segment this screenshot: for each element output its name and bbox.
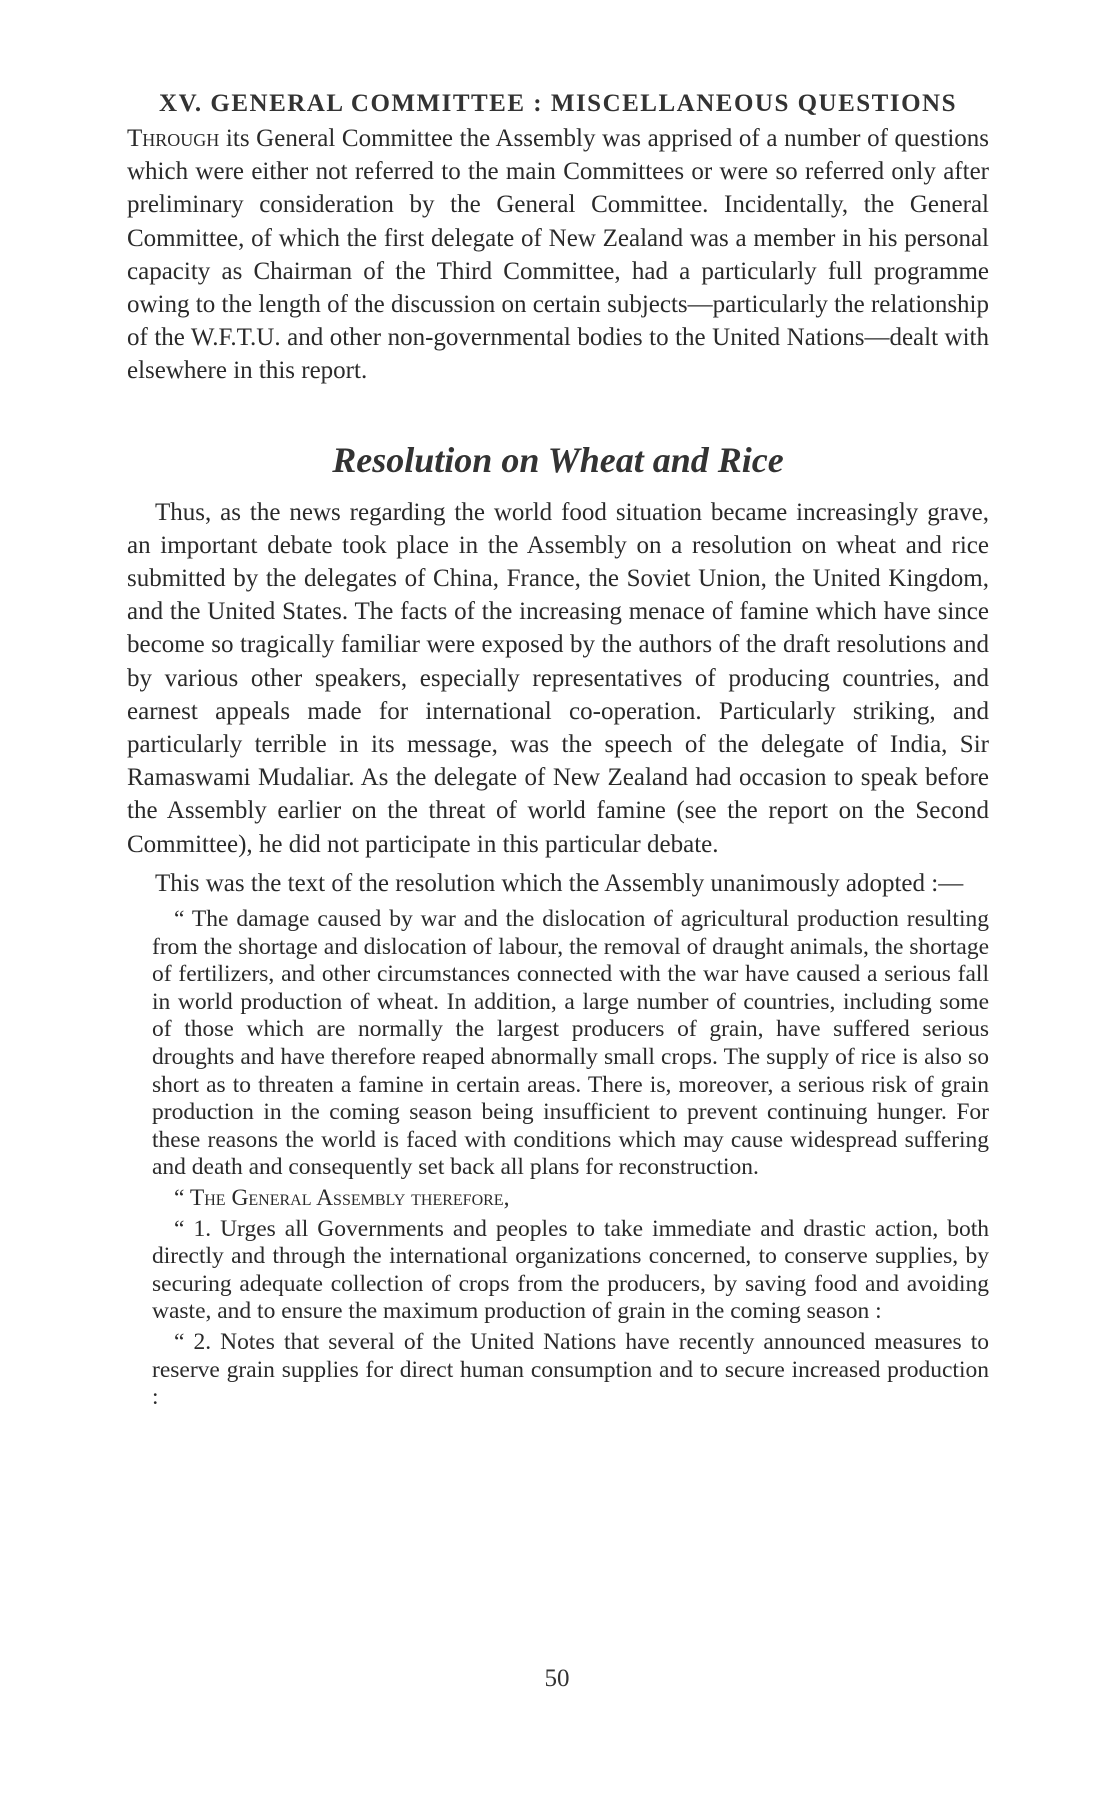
resolution-paragraph-2: This was the text of the resolution which the Assembly unanimously adopted :— xyxy=(155,869,964,897)
quote-clause-1: “ 1. Urges all Governments and peoples to take immediate and drastic action, both directly and through the international organizations concerned, to conserve supplies, by securing adequate collection of crops from the producers, by saving food and avoiding waste, and to ensure the maximum production of grain in the coming season : xyxy=(152,1215,989,1325)
quote-preamble: “ The damage caused by war and the dislocation of agricultural production resulting from the shortage and dislocation of labour, the removal of draught animals, the shortage of fertilizers, and other circumstances connected with the war have caused a serious fall in world production of wheat. In addition, a large number of countries, including some of those which are normally the largest producers of grain, have suffered serious droughts and have therefore reaped abnormally small crops. The supply of rice is also so short as to threaten a famine in certain areas. There is, moreover, a serious risk of grain production in the coming season being insufficient to prevent continuing hunger. For these reasons the world is faced with conditions which may cause widespread suffering and death and consequently set back all plans for reconstruction. xyxy=(152,906,989,1181)
quote-clause-2: “ 2. Notes that several of the United Nations have recently announced measures to reserve grain supplies for direct human consumption and to secure increased production : xyxy=(152,1328,989,1411)
resolution-paragraph-1: Thus, as the news regarding the world food situation became increasingly grave, an important debate took place in the Assembly on a resolution on wheat and rice submitted by the delegates of China, France, the Soviet Union, the United Kingdom, and the United States. The facts of the increasing menace of famine which have since become so tragically familiar were exposed by the authors of the draft resolutions and by various other speakers, especially representatives of producing countries, and earnest appeals made for international co-operation. Particularly striking, and particularly terrible in its message, was the speech of the delegate of India, Sir Ramaswami Mudaliar. As the delegate of New Zealand had occasion to speak before the Assembly earlier on the threat of world famine (see the report on the Second Committee), he did not participate in this particular debate. xyxy=(127,498,989,858)
intro-lead-word: Through xyxy=(127,125,220,152)
quote-assembly-line: “ The General Assembly therefore, xyxy=(174,1185,510,1211)
document-page xyxy=(127,88,989,1412)
intro-text: its General Committee the Assembly was apprised of a number of questions which were either not referred to the main Committees or were so referred only after preliminary consideration by the General Committee. Incidentally, the General Committee, of which the first delegate of New Zealand was a member in his personal capacity as Chairman of the Third Committee, had a particularly full programme owing to the length of the discussion on certain subjects—particularly the relationship of the W.F.T.U. and other non-governmental bodies to the United Nations—dealt with elsewhere in this report. xyxy=(127,125,990,385)
section-heading: XV. GENERAL COMMITTEE : MISCELLANEOUS QUESTIONS xyxy=(159,90,957,117)
intro-paragraph xyxy=(127,122,989,388)
resolution-title: Resolution on Wheat and Rice xyxy=(332,439,784,480)
page-number: 50 xyxy=(544,1665,570,1692)
resolution-quote xyxy=(152,906,989,1412)
